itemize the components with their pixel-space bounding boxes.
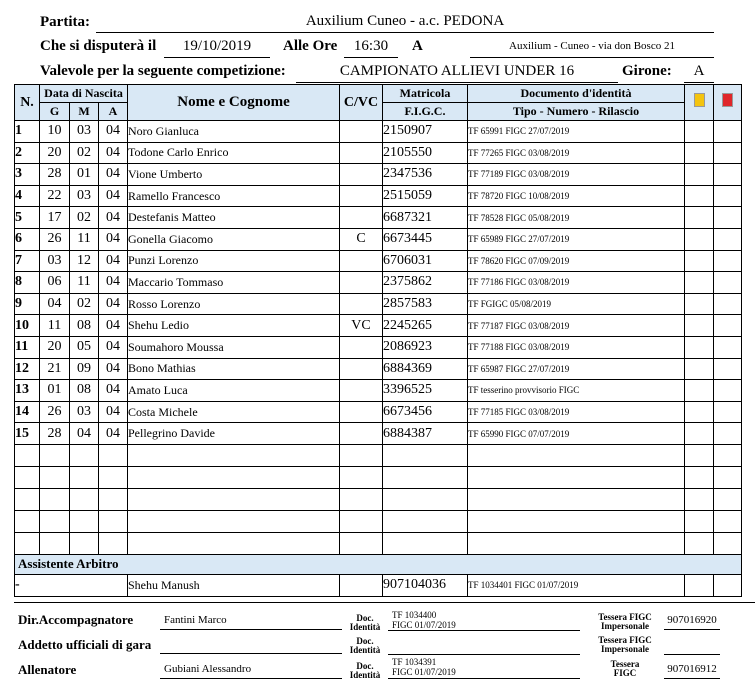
assistente-red (714, 574, 742, 596)
player-document: TF 77188 FIGC 03/08/2019 (468, 336, 685, 358)
player-row (15, 336, 742, 358)
col-red (714, 85, 742, 121)
empty-cell (15, 510, 40, 532)
birth-year: 04 (99, 272, 128, 294)
empty-cell (383, 466, 468, 488)
footer-divider (14, 602, 755, 603)
player-matricola: 6673445 (383, 228, 468, 250)
player-yellow-cell (685, 380, 714, 402)
player-matricola: 2375862 (383, 272, 468, 294)
player-cvc: C (340, 228, 383, 250)
player-number: 14 (15, 401, 40, 423)
empty-cell (714, 444, 742, 466)
assistente-matricola: 907104036 (383, 574, 468, 596)
player-cvc (340, 207, 383, 229)
addetto-name (160, 638, 342, 654)
partita-label: Partita: (40, 14, 90, 30)
empty-cell (99, 532, 128, 554)
yellow-card-icon (694, 93, 705, 107)
empty-cell (383, 444, 468, 466)
birth-month: 08 (70, 380, 99, 402)
player-document: TF 65987 FIGC 27/07/2019 (468, 358, 685, 380)
player-number: 2 (15, 142, 40, 164)
player-name: Shehu Ledio (128, 315, 340, 337)
player-row (15, 185, 742, 207)
addetto-tessera-label: Tessera FIGC Impersonale (598, 635, 652, 654)
player-name: Ramello Francesco (128, 185, 340, 207)
player-number: 8 (15, 272, 40, 294)
player-document: TF 77189 FIGC 03/08/2019 (468, 164, 685, 186)
player-document: TF 77187 FIGC 03/08/2019 (468, 315, 685, 337)
competizione: CAMPIONATO ALLIEVI UNDER 16 (296, 63, 618, 83)
allenatore-label: Allenatore (18, 662, 77, 677)
birth-month: 01 (70, 164, 99, 186)
player-yellow-cell (685, 293, 714, 315)
player-yellow-cell (685, 401, 714, 423)
player-row (15, 250, 742, 272)
player-number: 10 (15, 315, 40, 337)
player-number: 6 (15, 228, 40, 250)
empty-cell (128, 466, 340, 488)
player-name: Todone Carlo Enrico (128, 142, 340, 164)
empty-cell (340, 510, 383, 532)
player-yellow-cell (685, 164, 714, 186)
allenatore-doc: TF 1034391 FIGC 01/07/2019 (388, 657, 580, 679)
player-yellow-cell (685, 272, 714, 294)
empty-cell (15, 466, 40, 488)
birth-day: 20 (40, 336, 70, 358)
addetto-tessera (664, 638, 720, 655)
player-document: TF 77186 FIGC 03/08/2019 (468, 272, 685, 294)
player-row (15, 207, 742, 229)
player-red-cell (714, 423, 742, 445)
player-red-cell (714, 358, 742, 380)
player-row (15, 401, 742, 423)
addetto-doc-label: Doc. Identità (349, 636, 381, 655)
player-cvc (340, 401, 383, 423)
empty-cell (468, 444, 685, 466)
assistente-row (15, 574, 742, 596)
player-document: TF 78528 FIGC 05/08/2019 (468, 207, 685, 229)
player-cvc (340, 121, 383, 143)
player-yellow-cell (685, 358, 714, 380)
player-document: TF tesserino provvisorio FIGC (468, 380, 685, 402)
birth-day: 26 (40, 228, 70, 250)
empty-cell (40, 510, 70, 532)
player-cvc (340, 380, 383, 402)
player-row (15, 142, 742, 164)
empty-cell (40, 488, 70, 510)
player-matricola: 6706031 (383, 250, 468, 272)
empty-cell (70, 488, 99, 510)
allenatore-name: Gubiani Alessandro (160, 663, 342, 679)
empty-row (15, 466, 742, 488)
girone: A (684, 63, 714, 83)
empty-cell (40, 532, 70, 554)
birth-day: 26 (40, 401, 70, 423)
birth-day: 17 (40, 207, 70, 229)
dir-tessera-label: Tessera FIGC Impersonale (598, 612, 652, 631)
empty-cell (383, 488, 468, 510)
empty-cell (714, 466, 742, 488)
player-matricola: 2105550 (383, 142, 468, 164)
empty-cell (99, 466, 128, 488)
empty-cell (15, 488, 40, 510)
col-g: G (40, 103, 70, 121)
player-red-cell (714, 142, 742, 164)
birth-month: 02 (70, 142, 99, 164)
birth-month: 05 (70, 336, 99, 358)
empty-cell (99, 510, 128, 532)
player-number: 9 (15, 293, 40, 315)
player-red-cell (714, 336, 742, 358)
birth-month: 04 (70, 423, 99, 445)
player-red-cell (714, 315, 742, 337)
empty-cell (15, 532, 40, 554)
empty-cell (383, 532, 468, 554)
birth-day: 21 (40, 358, 70, 380)
addetto-doc (388, 638, 580, 655)
player-red-cell (714, 401, 742, 423)
empty-cell (340, 488, 383, 510)
empty-cell (70, 510, 99, 532)
venue: Auxilium - Cuneo - via don Bosco 21 (470, 38, 714, 58)
birth-year: 04 (99, 121, 128, 143)
birth-day: 06 (40, 272, 70, 294)
birth-month: 08 (70, 315, 99, 337)
birth-month: 02 (70, 207, 99, 229)
player-yellow-cell (685, 336, 714, 358)
player-name: Costa Michele (128, 401, 340, 423)
empty-cell (70, 444, 99, 466)
competizione-label: Valevole per la seguente competizione: (40, 63, 286, 79)
player-row (15, 315, 742, 337)
birth-year: 04 (99, 228, 128, 250)
allenatore-tessera: 907016912 (664, 663, 720, 679)
birth-day: 20 (40, 142, 70, 164)
player-cvc (340, 185, 383, 207)
player-document: TF 78620 FIGC 07/09/2019 (468, 250, 685, 272)
col-a: A (99, 103, 128, 121)
col-documento-2: Tipo - Numero - Rilascio (468, 103, 685, 121)
empty-cell (714, 532, 742, 554)
match-date: 19/10/2019 (164, 38, 270, 58)
birth-year: 04 (99, 315, 128, 337)
empty-cell (128, 444, 340, 466)
player-row (15, 380, 742, 402)
player-row (15, 164, 742, 186)
player-yellow-cell (685, 185, 714, 207)
empty-cell (714, 510, 742, 532)
dir-tessera: 907016920 (664, 614, 720, 630)
player-number: 1 (15, 121, 40, 143)
empty-cell (70, 466, 99, 488)
player-number: 12 (15, 358, 40, 380)
player-name: Pellegrino Davide (128, 423, 340, 445)
player-yellow-cell (685, 423, 714, 445)
player-yellow-cell (685, 121, 714, 143)
player-yellow-cell (685, 228, 714, 250)
player-red-cell (714, 228, 742, 250)
player-red-cell (714, 164, 742, 186)
player-number: 4 (15, 185, 40, 207)
player-row (15, 121, 742, 143)
player-document: TF 65990 FIGC 07/07/2019 (468, 423, 685, 445)
birth-year: 04 (99, 380, 128, 402)
col-documento-1: Documento d'identità (468, 85, 685, 103)
allenatore-tessera-label: Tessera FIGC (610, 659, 640, 678)
player-number: 5 (15, 207, 40, 229)
empty-cell (128, 488, 340, 510)
players-table (14, 84, 742, 597)
player-cvc (340, 272, 383, 294)
birth-month: 11 (70, 272, 99, 294)
match-time: 16:30 (344, 38, 398, 58)
player-cvc (340, 293, 383, 315)
player-cvc (340, 423, 383, 445)
allenatore-doc-label: Doc. Identità (349, 661, 381, 680)
birth-year: 04 (99, 423, 128, 445)
dir-label: Dir.Accompagnatore (18, 612, 134, 627)
player-document: TF 77185 FIGC 03/08/2019 (468, 401, 685, 423)
empty-cell (468, 466, 685, 488)
col-data-nascita: Data di Nascita (40, 85, 128, 103)
player-row (15, 272, 742, 294)
birth-day: 10 (40, 121, 70, 143)
ore-label: Alle Ore (283, 38, 338, 54)
player-name: Amato Luca (128, 380, 340, 402)
player-cvc (340, 336, 383, 358)
dir-doc: TF 1034400 FIGC 01/07/2019 (388, 610, 580, 631)
empty-cell (40, 466, 70, 488)
player-document: TF 77265 FIGC 03/08/2019 (468, 142, 685, 164)
player-yellow-cell (685, 250, 714, 272)
col-matricola-1: Matricola (383, 85, 468, 103)
birth-day: 11 (40, 315, 70, 337)
empty-cell (383, 510, 468, 532)
empty-cell (714, 488, 742, 510)
player-name: Gonella Giacomo (128, 228, 340, 250)
player-matricola: 6687321 (383, 207, 468, 229)
birth-month: 12 (70, 250, 99, 272)
birth-year: 04 (99, 250, 128, 272)
player-name: Punzi Lorenzo (128, 250, 340, 272)
player-row (15, 293, 742, 315)
birth-day: 03 (40, 250, 70, 272)
player-matricola: 6884369 (383, 358, 468, 380)
empty-row (15, 488, 742, 510)
player-document: TF FGIGC 05/08/2019 (468, 293, 685, 315)
player-document: TF 78720 FIGC 10/08/2019 (468, 185, 685, 207)
assistente-cvc (340, 574, 383, 596)
assistente-yellow (685, 574, 714, 596)
empty-cell (685, 488, 714, 510)
player-document: TF 65991 FIGC 27/07/2019 (468, 121, 685, 143)
player-matricola: 2347536 (383, 164, 468, 186)
empty-cell (15, 444, 40, 466)
col-n: N. (15, 85, 40, 121)
birth-month: 02 (70, 293, 99, 315)
empty-cell (340, 466, 383, 488)
dir-name: Fantini Marco (160, 614, 342, 630)
birth-year: 04 (99, 185, 128, 207)
player-matricola: 2150907 (383, 121, 468, 143)
assistente-n: - (15, 574, 128, 596)
empty-cell (99, 488, 128, 510)
player-cvc (340, 358, 383, 380)
empty-cell (340, 444, 383, 466)
empty-row (15, 444, 742, 466)
player-matricola: 2857583 (383, 293, 468, 315)
player-cvc (340, 164, 383, 186)
empty-cell (685, 444, 714, 466)
player-matricola: 2086923 (383, 336, 468, 358)
col-yellow (685, 85, 714, 121)
birth-year: 04 (99, 207, 128, 229)
player-name: Soumahoro Moussa (128, 336, 340, 358)
player-name: Rosso Lorenzo (128, 293, 340, 315)
player-name: Noro Gianluca (128, 121, 340, 143)
empty-row (15, 532, 742, 554)
col-nome: Nome e Cognome (128, 85, 340, 121)
player-yellow-cell (685, 207, 714, 229)
player-row (15, 423, 742, 445)
birth-month: 03 (70, 185, 99, 207)
assistente-nome: Shehu Manush (128, 574, 340, 596)
player-name: Maccario Tommaso (128, 272, 340, 294)
birth-day: 01 (40, 380, 70, 402)
player-yellow-cell (685, 142, 714, 164)
birth-month: 11 (70, 228, 99, 250)
player-number: 7 (15, 250, 40, 272)
empty-cell (40, 444, 70, 466)
player-matricola: 2245265 (383, 315, 468, 337)
empty-cell (685, 532, 714, 554)
birth-day: 28 (40, 164, 70, 186)
player-matricola: 6673456 (383, 401, 468, 423)
birth-year: 04 (99, 142, 128, 164)
player-document: TF 65989 FIGC 27/07/2019 (468, 228, 685, 250)
player-matricola: 3396525 (383, 380, 468, 402)
player-red-cell (714, 185, 742, 207)
empty-cell (468, 488, 685, 510)
player-number: 13 (15, 380, 40, 402)
player-cvc: VC (340, 315, 383, 337)
player-number: 3 (15, 164, 40, 186)
girone-label: Girone: (622, 63, 672, 79)
player-red-cell (714, 272, 742, 294)
birth-day: 04 (40, 293, 70, 315)
player-matricola: 6884387 (383, 423, 468, 445)
player-row (15, 358, 742, 380)
birth-month: 03 (70, 121, 99, 143)
birth-month: 03 (70, 401, 99, 423)
player-red-cell (714, 293, 742, 315)
player-red-cell (714, 380, 742, 402)
player-red-cell (714, 250, 742, 272)
empty-row (15, 510, 742, 532)
player-yellow-cell (685, 315, 714, 337)
birth-year: 04 (99, 164, 128, 186)
empty-cell (99, 444, 128, 466)
disputera-label: Che si disputerà il (40, 38, 157, 54)
birth-year: 04 (99, 358, 128, 380)
birth-year: 04 (99, 293, 128, 315)
birth-year: 04 (99, 336, 128, 358)
player-cvc (340, 142, 383, 164)
player-number: 15 (15, 423, 40, 445)
empty-cell (340, 532, 383, 554)
addetto-label: Addetto ufficiali di gara (18, 637, 152, 652)
empty-cell (685, 466, 714, 488)
birth-day: 28 (40, 423, 70, 445)
a-label: A (412, 38, 423, 54)
player-red-cell (714, 207, 742, 229)
birth-year: 04 (99, 401, 128, 423)
player-matricola: 2515059 (383, 185, 468, 207)
empty-cell (468, 510, 685, 532)
col-matricola-2: F.I.G.C. (383, 103, 468, 121)
player-name: Bono Mathias (128, 358, 340, 380)
empty-cell (128, 510, 340, 532)
player-row (15, 228, 742, 250)
player-name: Vione Umberto (128, 164, 340, 186)
assistente-doc: TF 1034401 FIGC 01/07/2019 (468, 574, 685, 596)
dir-doc-label: Doc. Identità (349, 613, 381, 632)
col-m: M (70, 103, 99, 121)
player-red-cell (714, 121, 742, 143)
red-card-icon (722, 93, 733, 107)
player-number: 11 (15, 336, 40, 358)
player-cvc (340, 250, 383, 272)
birth-month: 09 (70, 358, 99, 380)
player-name: Destefanis Matteo (128, 207, 340, 229)
empty-cell (128, 532, 340, 554)
birth-day: 22 (40, 185, 70, 207)
empty-cell (468, 532, 685, 554)
partita-value: Auxilium Cuneo - a.c. PEDONA (96, 13, 714, 33)
assistente-label: Assistente Arbitro (15, 554, 742, 574)
empty-cell (685, 510, 714, 532)
empty-cell (70, 532, 99, 554)
col-cvc: C/VC (340, 85, 383, 121)
